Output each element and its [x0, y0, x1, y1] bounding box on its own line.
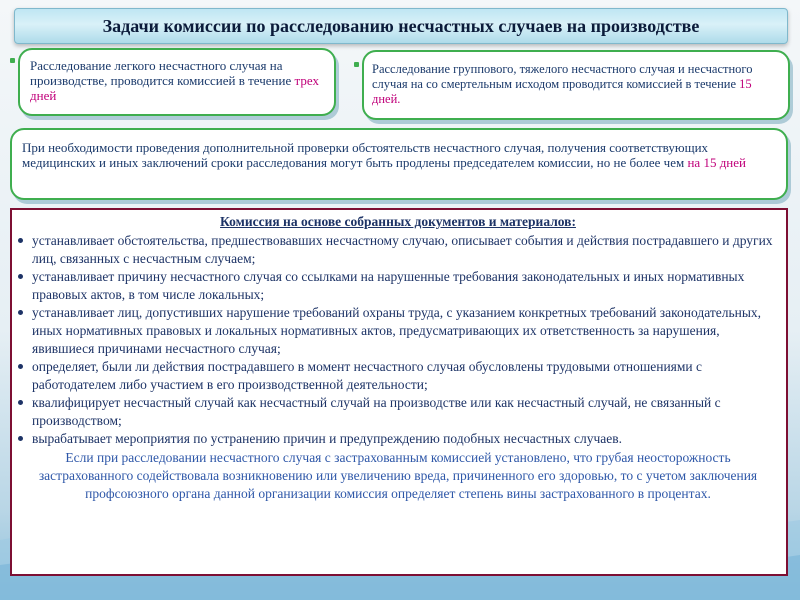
bullet-marker	[10, 58, 15, 63]
light-accident-deadline: трех дней	[30, 73, 319, 103]
light-accident-text: Расследование легкого несчастного случая на производстве, проводится комиссией в течение	[30, 58, 292, 88]
commission-duties-list	[16, 232, 780, 448]
list-item: устанавливает причину несчастного случая со ссылками на нарушенные требования законодательных и иных нормативных правовых актов, в том числе локальных;	[16, 268, 780, 304]
commission-heading: Комиссия на основе собранных документов и материалов:	[220, 214, 576, 229]
bullet-marker	[354, 62, 359, 67]
title-bar	[14, 8, 788, 44]
group-accident-deadline: 15 дней.	[372, 77, 752, 106]
group-accident-text: Расследование группового, тяжелого несчастного случая и несчастного случая на со смертельным исходом проводится комиссией в течение	[372, 62, 753, 91]
list-item: устанавливает обстоятельства, предшествовавших несчастному случаю, описывает события и действия пострадавшего и других лиц, связанных с несчастным случаем;	[16, 232, 780, 268]
commission-duties-panel	[10, 208, 788, 576]
extension-box	[10, 128, 788, 200]
light-accident-box	[18, 48, 336, 116]
list-item: устанавливает лиц, допустивших нарушение требований охраны труда, с указанием конкретных требований законодательных, иных нормативных правовых и локальных нормативных актов, предусматривающих их ответственность за нарушения, явившиеся причинами несчастного случая;	[16, 304, 780, 358]
insured-guilt-note: Если при расследовании несчастного случая с застрахованным комиссией установлено, что грубая неосторожность застрахованного содействовала возникновению или увеличению вреда, причиненного его здоровью, то с учетом заключения профсоюзного органа данной организации комиссия определяет степень вины застрахованного в процентах.	[38, 450, 758, 501]
extension-text: При необходимости проведения дополнительной проверки обстоятельств несчастного случая, получения соответствующих медицинских и иных заключений сроки расследования могут быть продлены председателем комиссии, но не более чем	[22, 140, 709, 170]
extension-deadline: на 15 дней	[687, 155, 746, 170]
list-item: вырабатывает мероприятия по устранению причин и предупреждению подобных несчастных случаев.	[16, 430, 780, 448]
page-title: Задачи комиссии по расследованию несчастных случаев на производстве	[102, 15, 700, 36]
list-item: квалифицирует несчастный случай как несчастный случай на производстве или как несчастный случай, не связанный с производством;	[16, 394, 780, 430]
list-item: определяет, были ли действия пострадавшего в момент несчастного случая обусловлены трудовыми отношениями с работодателем либо участием в его производственной деятельности;	[16, 358, 780, 394]
group-accident-box	[362, 50, 790, 120]
